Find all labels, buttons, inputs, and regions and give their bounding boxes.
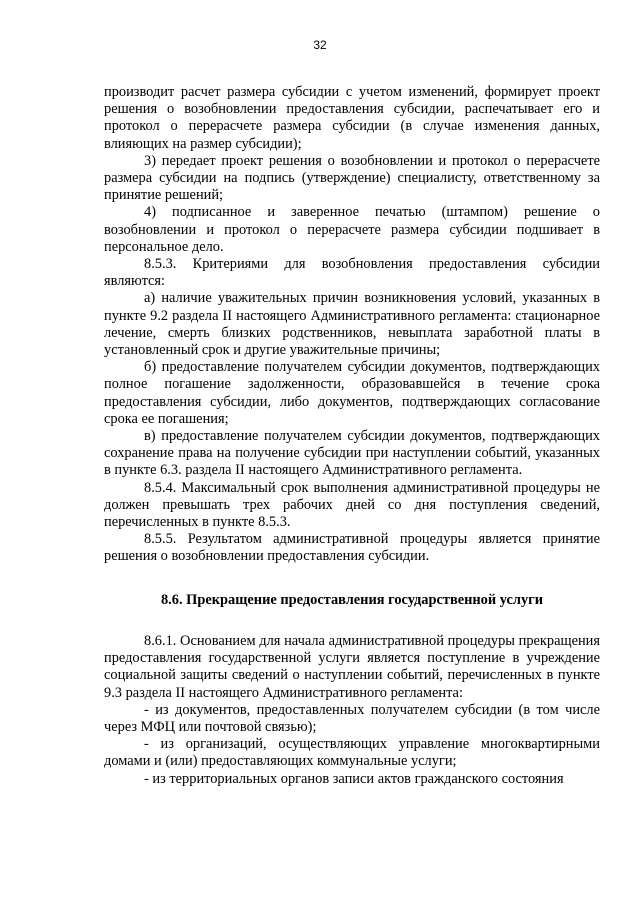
paragraph-criterion-v: в) предоставление получателем субсидии документов, подтверждающих сохранение права на получение субсидии при наступлении событий, указанных в пункте 6.3. раздела II настоящего Административного регламента. (104, 428, 600, 479)
paragraph-8-5-4: 8.5.4. Максимальный срок выполнения административной процедуры не должен превышать трех рабочих дней со дня поступления сведений, перечисленных в пункте 8.5.3. (104, 479, 600, 531)
document-body (104, 84, 600, 788)
page-number: 32 (313, 38, 327, 52)
list-item-organizations: - из организаций, осуществляющих управление многоквартирными домами и (или) предоставляющих коммунальные услуги; (104, 736, 600, 770)
paragraph-criterion-b: б) предоставление получателем субсидии документов, подтверждающих полное погашение задолженности, образовавшейся в течение срока предоставления субсидии, либо документов, подтверждающих согласование срока ее погашения; (104, 359, 600, 427)
paragraph-8-6-1: 8.6.1. Основанием для начала административной процедуры прекращения предоставления государственной услуги является поступление в учреждение социальной защиты сведений о наступлении событий, перечисленных в пункте 9.3 раздела II настоящего Административного регламента: (104, 632, 600, 701)
paragraph-8-5-3: 8.5.3. Критериями для возобновления предоставления субсидии являются: (104, 256, 600, 290)
section-heading: 8.6. Прекращение предоставления государственной услуги (160, 591, 544, 608)
paragraph-item-3: 3) передает проект решения о возобновлении и протокол о перерасчете размера субсидии на подпись (утверждение) специалисту, ответственному за принятие решений; (104, 152, 600, 204)
paragraph-continuation: производит расчет размера субсидии с учетом изменений, формирует проект решения о возобновлении предоставления субсидии, распечатывает его и протокол о перерасчете размера субсидии (в случае изменения данных, влияющих на размер субсидии); (104, 84, 600, 152)
list-item-documents: - из документов, предоставленных получателем субсидии (в том числе через МФЦ или почтовой связью); (104, 701, 600, 735)
list-item-registry-offices: - из территориальных органов записи актов гражданского состояния (144, 770, 564, 787)
paragraph-criterion-a: а) наличие уважительных причин возникновения условий, указанных в пункте 9.2 раздела II настоящего Административного регламента: стационарное лечение, смерть близких родственников, невыплата заработной платы в установленный срок и другие уважительные причины; (104, 290, 600, 359)
paragraph-8-5-5: 8.5.5. Результатом административной процедуры является принятие решения о возобновлении предоставления субсидии. (104, 531, 600, 565)
paragraph-item-4: 4) подписанное и заверенное печатью (штампом) решение о возобновлении и протокол о перерасчете размера субсидии подшивает в персональное дело. (104, 204, 600, 255)
